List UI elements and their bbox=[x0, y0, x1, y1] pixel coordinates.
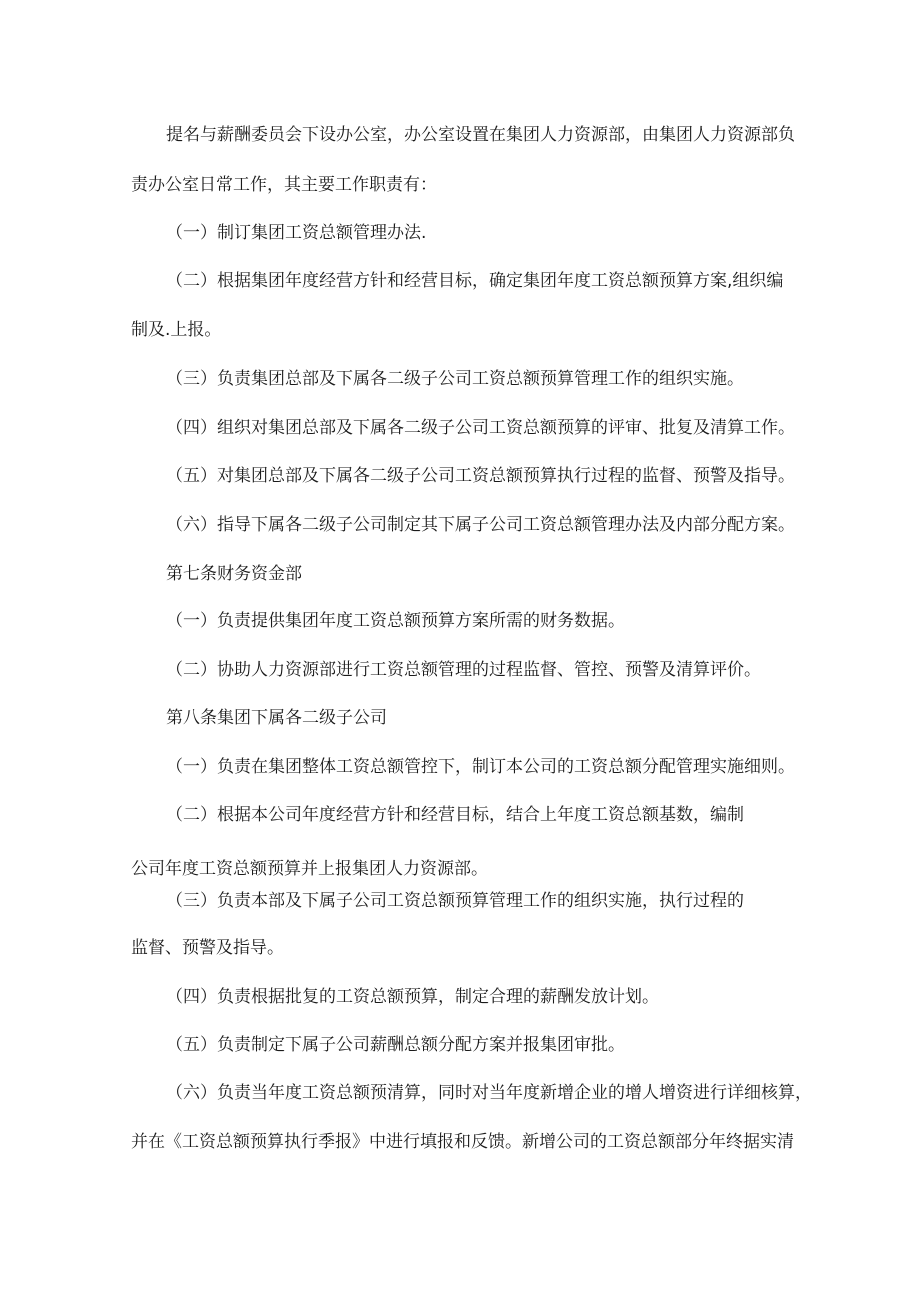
list-item-continuation: 制及.上报。 bbox=[131, 320, 222, 340]
list-item-continuation: 监督、预警及指导。 bbox=[131, 938, 284, 958]
list-item: （六）负责当年度工资总额预清算，同时对当年度新增企业的增人增资进行详细核算， bbox=[166, 1083, 812, 1103]
section-heading: 第七条财务资金部 bbox=[166, 564, 302, 584]
list-item: （三）负责集团总部及下属各二级子公司工资总额预算管理工作的组织实施。 bbox=[166, 369, 744, 389]
list-item: （二）根据集团年度经营方针和经营目标，确定集团年度工资总额预算方案,组织编 bbox=[166, 271, 784, 291]
list-item-continuation: 并在《工资总额预算执行季报》中进行填报和反馈。新增公司的工资总额部分年终据实清 bbox=[131, 1132, 794, 1152]
list-item: （六）指导下属各二级子公司制定其下属子公司工资总额管理办法及内部分配方案。 bbox=[166, 515, 795, 535]
list-item-continuation: 公司年度工资总额预算并上报集团人力资源部。 bbox=[131, 859, 488, 879]
list-item: （五）负责制定下属子公司薪酬总额分配方案并报集团审批。 bbox=[166, 1035, 625, 1055]
section-heading: 第八条集团下属各二级子公司 bbox=[166, 708, 387, 728]
list-item: （一）制订集团工资总额管理办法. bbox=[166, 223, 427, 243]
list-item: （五）对集团总部及下属各二级子公司工资总额预算执行过程的监督、预警及指导。 bbox=[166, 466, 795, 486]
list-item: （一）负责在集团整体工资总额管控下，制订本公司的工资总额分配管理实施细则。 bbox=[166, 757, 795, 777]
list-item: （四）组织对集团总部及下属各二级子公司工资总额预算的评审、批复及清算工作。 bbox=[166, 418, 795, 438]
list-item: （二）根据本公司年度经营方针和经营目标，结合上年度工资总额基数，编制 bbox=[166, 805, 744, 825]
list-item: （一）负责提供集团年度工资总额预算方案所需的财务数据。 bbox=[166, 611, 625, 631]
list-item: （四）负责根据批复的工资总额预算，制定合理的薪酬发放计划。 bbox=[166, 987, 659, 1007]
paragraph-line: 责办公室日常工作，其主要工作职责有： bbox=[131, 175, 437, 195]
list-item: （二）协助人力资源部进行工资总额管理的过程监督、管控、预警及清算评价。 bbox=[166, 660, 761, 680]
paragraph-line: 提名与薪酬委员会下设办公室，办公室设置在集团人力资源部，由集团人力资源部负 bbox=[166, 125, 795, 145]
list-item: （三）负责本部及下属子公司工资总额预算管理工作的组织实施，执行过程的 bbox=[166, 891, 744, 911]
